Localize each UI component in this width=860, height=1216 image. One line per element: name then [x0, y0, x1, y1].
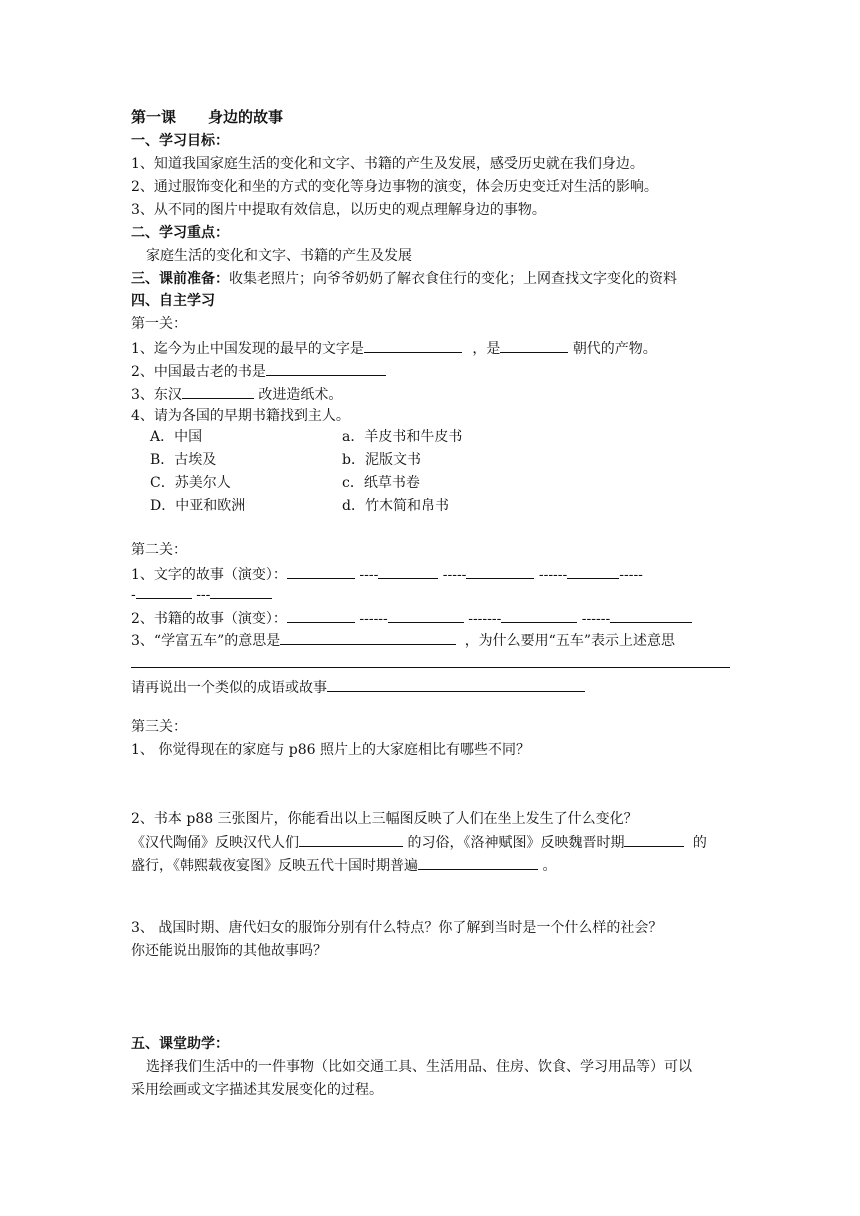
level2-q3-text: 3、“学富五车”的意思是 — [131, 633, 281, 649]
answer-blank[interactable] — [388, 607, 464, 623]
answer-blank[interactable] — [501, 607, 577, 623]
answer-blank[interactable] — [299, 831, 403, 847]
answer-blank[interactable] — [418, 854, 538, 870]
level2-q2-text: 2、书籍的故事（演变）： — [131, 611, 287, 627]
level1-q2-text: 2、中国最古老的书是 — [131, 364, 266, 380]
focus-text: 家庭生活的变化和文字、书籍的产生及发展 — [146, 248, 412, 264]
focus-heading: 二、学习重点： — [131, 225, 229, 241]
level1-q1-text: 1、迄今为止中国发现的最早的文字是 — [131, 341, 364, 357]
dash-separator: ---- — [359, 567, 379, 583]
level3-q1: 1、 你觉得现在的家庭与 p86 照片上的大家庭相比有哪些不同？ — [131, 742, 531, 758]
answer-line[interactable] — [131, 667, 730, 668]
match-left-item: C．苏美尔人 — [150, 475, 231, 491]
level3-q2-line1: 2、书本 p88 三张图片，你能看出以上三幅图反映了人们在坐上发生了什么变化？ — [131, 811, 638, 827]
match-right-item: b．泥版文书 — [342, 452, 421, 468]
dash-separator: ------- — [468, 611, 502, 627]
answer-blank[interactable] — [364, 337, 462, 353]
answer-blank[interactable] — [378, 563, 438, 579]
lesson-number: 第一课 — [131, 108, 177, 126]
level3-q2-text-c: 的 — [692, 835, 707, 851]
dash-separator: ------ — [359, 611, 388, 627]
prep-text: 收集老照片；向爷爷奶奶了解衣食住行的变化；上网查找文字变化的资料 — [229, 271, 677, 287]
level2-q1 — [131, 563, 643, 583]
level1-q1-text-b: ，是 — [472, 341, 501, 357]
level3-q2-line2 — [131, 831, 707, 851]
match-left-item: D．中亚和欧洲 — [150, 498, 246, 514]
level2-q2 — [131, 607, 692, 627]
dash-separator: - — [131, 587, 136, 603]
level3-q2-text-d: 盛行，《韩熙载夜宴图》反映五代十国时期普遍 — [131, 858, 418, 874]
prep-line — [131, 269, 677, 289]
level2-q3 — [131, 629, 675, 649]
level1-q3 — [131, 383, 342, 403]
answer-blank[interactable] — [624, 831, 684, 847]
level1-q4: 4、请为各国的早期书籍找到主人。 — [131, 408, 350, 424]
answer-blank[interactable] — [182, 383, 254, 399]
level2-q1-text: 1、文字的故事（演变）： — [131, 567, 287, 583]
level1-q1-text-c: 朝代的产物。 — [572, 341, 657, 357]
lesson-name: 身边的故事 — [208, 108, 284, 126]
dash-separator: --- — [196, 587, 211, 603]
answer-blank[interactable] — [136, 583, 192, 599]
answer-blank[interactable] — [466, 563, 534, 579]
prep-heading: 三、课前准备： — [131, 271, 229, 287]
goal-item-2: 2、通过服饰变化和坐的方式的变化等身边事物的演变，体会历史变迁对生活的影响。 — [131, 179, 658, 195]
match-right-list — [342, 427, 462, 519]
answer-blank[interactable] — [280, 629, 456, 645]
level3-q2-text-a: 《汉代陶俑》反映汉代人们 — [131, 835, 299, 851]
answer-blank[interactable] — [610, 607, 692, 623]
level3-q3-line1: 3、 战国时期、唐代妇女的服饰分别有什么特点？你了解到当时是一个什么样的社会？ — [131, 920, 663, 936]
match-left-item: B．古埃及 — [150, 452, 217, 468]
dash-separator: ------ — [581, 611, 611, 627]
level1-heading: 第一关： — [131, 316, 187, 332]
classroom-line2: 采用绘画或文字描述其发展变化的过程。 — [131, 1082, 383, 1098]
level1-q3-text-b: 改进造纸术。 — [258, 387, 343, 403]
level2-q1-cont — [131, 583, 272, 603]
answer-blank[interactable] — [567, 563, 619, 579]
classroom-heading: 五、课堂助学： — [131, 1036, 229, 1052]
answer-blank[interactable] — [287, 607, 355, 623]
level3-heading: 第三关： — [131, 719, 187, 735]
level1-q3-text: 3、东汉 — [131, 387, 182, 403]
classroom-line1: 选择我们生活中的一件事物（比如交通工具、生活用品、住房、饮食、学习用品等）可以 — [146, 1059, 692, 1075]
answer-blank[interactable] — [327, 676, 585, 692]
goal-item-3: 3、从不同的图片中提取有效信息，以历史的观点理解身边的事物。 — [131, 202, 546, 218]
match-right-item: c．纸草书卷 — [342, 475, 420, 491]
level2-q4 — [131, 676, 585, 696]
level2-q3-text-b: ，为什么要用“五车”表示上述意思 — [464, 633, 676, 649]
dash-separator: ----- — [619, 567, 643, 583]
level1-q1 — [131, 337, 657, 357]
self-study-heading: 四、自主学习 — [131, 293, 215, 309]
dash-separator: ------ — [538, 567, 568, 583]
match-right-item: a．羊皮书和牛皮书 — [342, 429, 463, 445]
answer-blank[interactable] — [287, 563, 355, 579]
match-left-list — [150, 427, 245, 519]
level3-q2-text-b: 的习俗，《洛神赋图》反映魏晋时期 — [407, 835, 625, 851]
level3-q3-line2: 你还能说出服饰的其他故事吗？ — [131, 943, 327, 959]
dash-separator: ----- — [442, 567, 467, 583]
level3-q2-line3 — [131, 854, 556, 874]
goals-heading: 一、学习目标： — [131, 133, 229, 149]
goal-item-1: 1、知道我国家庭生活的变化和文字、书籍的产生及发展，感受历史就在我们身边。 — [131, 156, 644, 172]
answer-blank[interactable] — [500, 337, 568, 353]
level2-heading: 第二关： — [131, 542, 187, 558]
match-left-item: A．中国 — [150, 429, 203, 445]
level2-q4-text: 请再说出一个类似的成语或故事 — [131, 680, 327, 696]
match-right-item: d．竹木简和帛书 — [342, 498, 449, 514]
level1-q2 — [131, 360, 386, 380]
page-title — [131, 107, 283, 127]
level3-q2-text-e: 。 — [542, 858, 557, 874]
answer-blank[interactable] — [266, 360, 386, 376]
answer-blank[interactable] — [210, 583, 272, 599]
